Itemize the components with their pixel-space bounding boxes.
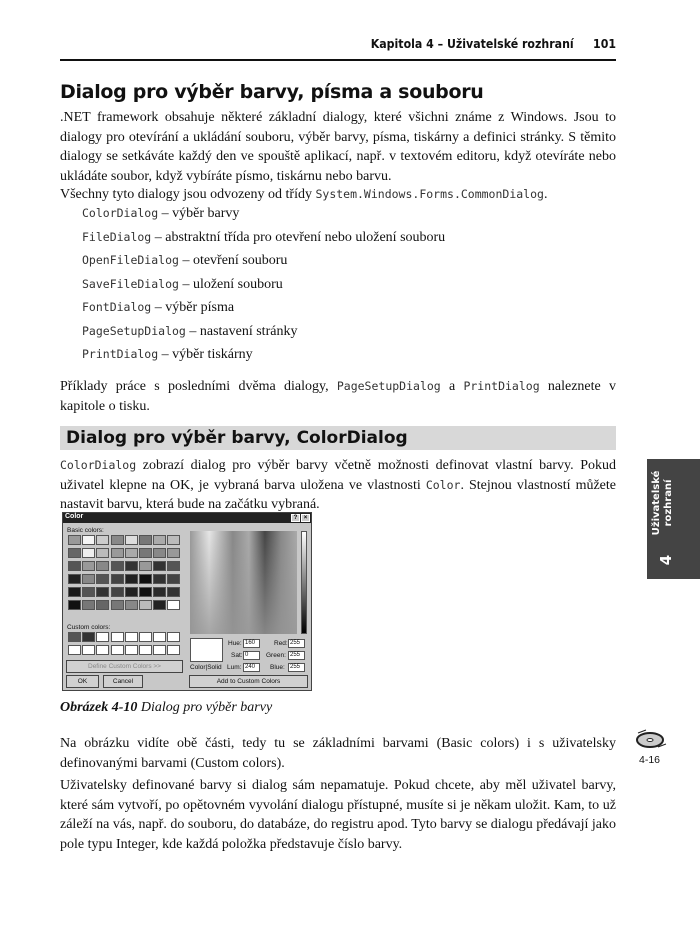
cd-icon [634,728,668,750]
green-label: Green: [266,652,286,659]
section-heading: Dialog pro výběr barvy, písma a souboru [60,81,484,103]
lum-field[interactable]: 240 [243,663,260,672]
basic-color-swatch[interactable] [68,574,81,584]
paragraph: Všechny tyto dialogy jsou odvozeny od třídy System.Windows.Forms.CommonDialog. [60,187,548,202]
basic-color-swatch[interactable] [111,587,124,597]
hue-field[interactable]: 160 [243,639,260,648]
paragraph: .NET framework obsahuje některé základní dialogy, které všichni známe z Windows. Jsou to dialogy pro otevírání a ukládání souboru, výběr barvy, písma, tiskárny a definici stránky. S těmito dialogy se setkáváte každý den ve spouště aplikací, např. v textovém editoru, když otevíráte nebo ukládáte soubor, když vybíráte písmo, tiskárnu nebo barvu. [60,110,616,184]
close-button[interactable]: × [301,514,310,522]
basic-color-swatch[interactable] [153,574,166,584]
basic-color-swatch[interactable] [96,600,109,610]
chapter-title: Kapitola 4 – Uživatelské rozhraní [370,36,574,51]
basic-color-swatch[interactable] [125,548,138,558]
custom-color-swatch[interactable] [139,632,152,642]
basic-color-swatch[interactable] [139,600,152,610]
paragraph: ColorDialog zobrazí dialog pro výběr barvy včetně možnosti definovat vlastní barvy. Pokud uživatel klepne na OK, je vybraná barva uložena ve vlastnosti Color. Stejnou vlastností můžete nastavit barvu, která bude na začátku vybraná. [60,458,616,512]
blue-field[interactable]: 255 [288,663,305,672]
basic-colors-label: Basic colors: [67,527,104,534]
list-item: FontDialog – výběr písma [82,300,235,315]
custom-color-swatch[interactable] [139,645,152,655]
basic-color-swatch[interactable] [68,587,81,597]
basic-color-swatch[interactable] [153,535,166,545]
red-field[interactable]: 255 [288,639,305,648]
basic-color-swatch[interactable] [139,561,152,571]
basic-color-swatch[interactable] [82,600,95,610]
custom-color-swatch[interactable] [167,632,180,642]
custom-color-swatch[interactable] [153,632,166,642]
basic-color-swatch[interactable] [125,535,138,545]
basic-color-swatch[interactable] [111,535,124,545]
basic-color-swatch[interactable] [82,587,95,597]
custom-color-swatch[interactable] [111,632,124,642]
custom-colors-label: Custom colors: [67,624,111,631]
basic-color-swatch[interactable] [96,587,109,597]
list-item: FileDialog – abstraktní třída pro otevření nebo uložení souboru [82,229,446,245]
list-item: PageSetupDialog – nastavení stránky [82,323,298,339]
basic-color-swatch[interactable] [167,535,180,545]
basic-color-swatch[interactable] [96,535,109,545]
basic-color-swatch[interactable] [139,574,152,584]
basic-color-swatch[interactable] [167,561,180,571]
custom-color-swatch[interactable] [68,645,81,655]
sat-field[interactable]: 0 [243,651,260,660]
lum-label: Lum: [227,664,242,671]
paragraph: Na obrázku vidíte obě části, tedy tu se základními barvami (Basic colors) i s uživatelsky definovanými barvami (Custom colors). [60,736,616,771]
subsection-heading: Dialog pro výběr barvy, ColorDialog [60,426,616,450]
list-item: SaveFileDialog – uložení souboru [82,276,283,292]
help-button[interactable]: ? [291,514,300,522]
add-to-custom-colors-button[interactable]: Add to Custom Colors [189,675,308,688]
basic-color-swatch[interactable] [68,535,81,545]
basic-color-swatch[interactable] [82,548,95,558]
custom-color-swatch[interactable] [82,645,95,655]
hue-label: Hue: [228,640,242,647]
custom-color-swatch[interactable] [125,632,138,642]
custom-color-swatch[interactable] [167,645,180,655]
color-preview [190,638,223,662]
basic-color-swatch[interactable] [68,561,81,571]
chapter-side-tab [647,459,700,579]
basic-color-swatch[interactable] [68,548,81,558]
basic-color-swatch[interactable] [139,587,152,597]
list-item: ColorDialog – výběr barvy [82,206,240,221]
blue-label: Blue: [270,664,285,671]
custom-color-swatch[interactable] [96,632,109,642]
basic-color-swatch[interactable] [111,574,124,584]
basic-color-swatch[interactable] [153,587,166,597]
basic-color-swatch[interactable] [125,574,138,584]
basic-color-swatch[interactable] [111,600,124,610]
paragraph: Uživatelsky definované barvy si dialog sám nepamatuje. Pokud chcete, aby měl uživatel barvy, které sám vytvoří, po opětovném vyvolání dialogu přístupné, musíte si je někam uložit. Kam, to už záleží na vás, např. do souboru, do databáze, do registru apod. Tyto barvy se dialogu předávají jako pole typu Integer, kde každá položka představuje číslo barvy. [60,778,616,852]
basic-color-swatch[interactable] [96,561,109,571]
basic-color-swatch[interactable] [125,561,138,571]
basic-color-swatch[interactable] [96,574,109,584]
basic-color-swatch[interactable] [96,548,109,558]
custom-color-swatch[interactable] [153,645,166,655]
green-field[interactable]: 255 [288,651,305,660]
paragraph: Příklady práce s posledními dvěma dialogy, PageSetupDialog a PrintDialog naleznete v kapitole o tisku. [60,379,616,414]
cancel-button[interactable]: Cancel [103,675,143,688]
basic-color-swatch[interactable] [111,561,124,571]
basic-color-swatch[interactable] [125,600,138,610]
ok-button[interactable]: OK [66,675,99,688]
list-item: PrintDialog – výběr tiskárny [82,347,253,362]
side-tab-label: Uživatelské rozhraní [651,470,674,536]
basic-color-swatch[interactable] [167,548,180,558]
basic-color-swatch[interactable] [68,600,81,610]
basic-color-swatch[interactable] [167,600,180,610]
custom-color-swatch[interactable] [82,632,95,642]
basic-color-swatch[interactable] [82,574,95,584]
luminosity-slider[interactable] [301,531,307,634]
dialog-titlebar: Color ? × [63,513,311,523]
basic-color-swatch[interactable] [82,561,95,571]
basic-color-swatch[interactable] [167,587,180,597]
list-item: OpenFileDialog – otevření souboru [82,253,288,268]
page-number: 101 [593,36,616,51]
basic-color-swatch[interactable] [153,600,166,610]
custom-color-swatch[interactable] [96,645,109,655]
color-spectrum[interactable] [190,531,297,634]
custom-color-swatch[interactable] [111,645,124,655]
figure-caption: Obrázek 4-10 Dialog pro výběr barvy [60,700,273,715]
basic-color-swatch[interactable] [125,587,138,597]
basic-color-swatch[interactable] [153,548,166,558]
basic-color-swatch[interactable] [82,535,95,545]
basic-color-swatch[interactable] [139,535,152,545]
side-tab-number: 4 [657,554,676,566]
running-header [127,36,616,51]
header-rule [60,59,616,61]
color-solid-label: Color|Solid [190,664,222,671]
basic-color-swatch[interactable] [153,561,166,571]
define-custom-colors-button[interactable]: Define Custom Colors >> [66,660,183,673]
custom-color-swatch[interactable] [125,645,138,655]
basic-color-swatch[interactable] [167,574,180,584]
custom-color-swatch[interactable] [68,632,81,642]
basic-color-swatch[interactable] [139,548,152,558]
cd-reference: 4-16 [639,754,661,766]
sat-label: Sat: [231,652,243,659]
color-dialog-figure [62,512,312,691]
basic-color-swatch[interactable] [111,548,124,558]
red-label: Red: [274,640,288,647]
